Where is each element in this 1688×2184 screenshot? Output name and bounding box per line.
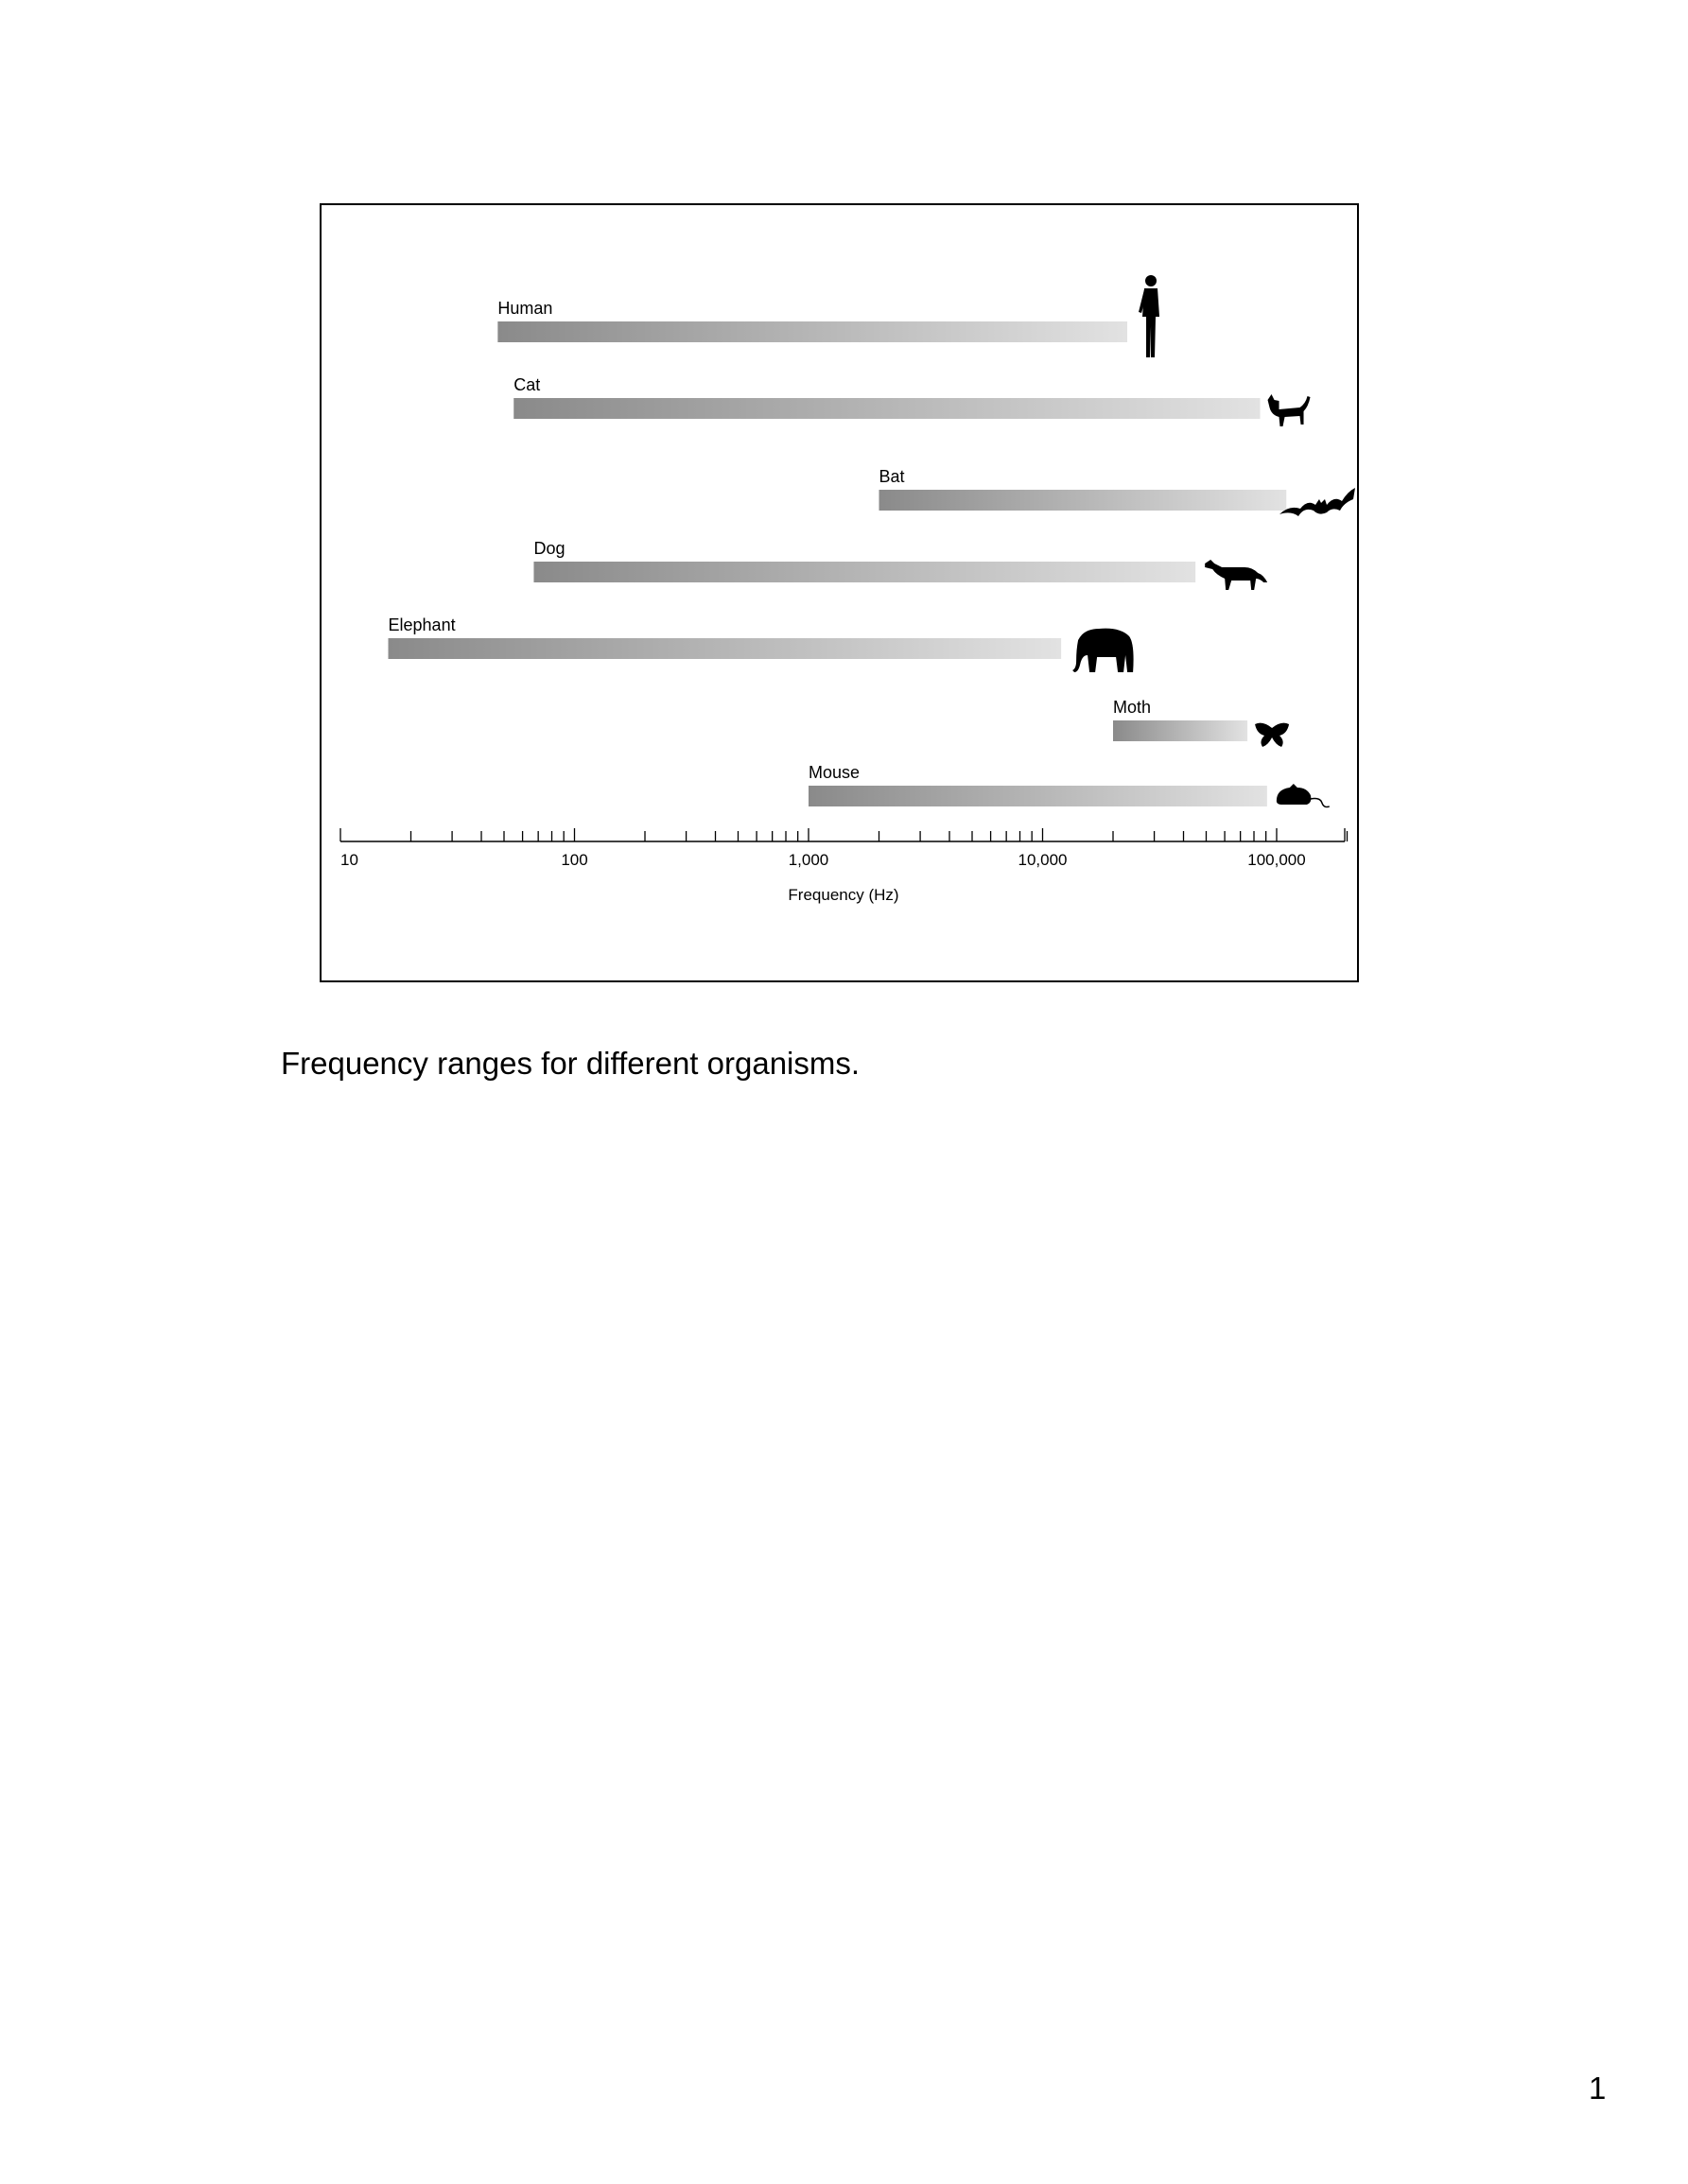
hearing-range-chart — [322, 205, 1357, 980]
figure-caption: Frequency ranges for different organisms. — [281, 1046, 861, 1081]
cat-icon — [1268, 394, 1311, 426]
x-tick-label: 100 — [561, 851, 588, 869]
dog-icon — [1205, 560, 1267, 590]
bar-label-human: Human — [497, 299, 553, 318]
bar-bat — [879, 490, 1287, 511]
bar-label-dog: Dog — [533, 539, 566, 558]
x-tick-label: 10 — [340, 851, 358, 869]
bar-label-mouse: Mouse — [809, 763, 861, 782]
mouse-icon — [1277, 784, 1330, 807]
bar-moth — [1113, 720, 1247, 741]
bar-elephant — [389, 638, 1062, 659]
x-tick-label: 10,000 — [1018, 851, 1068, 869]
bar-label-cat: Cat — [513, 375, 541, 394]
bars-layer — [389, 275, 1355, 807]
figure-frame — [320, 203, 1359, 982]
bar-dog — [533, 562, 1195, 582]
bar-label-elephant: Elephant — [388, 615, 456, 634]
x-tick-label: 100,000 — [1247, 851, 1306, 869]
human-icon — [1139, 275, 1159, 357]
bar-label-moth: Moth — [1113, 698, 1152, 717]
x-axis-title: Frequency (Hz) — [788, 886, 899, 904]
page-number: 1 — [1589, 2071, 1607, 2106]
x-tick-label: 1,000 — [788, 851, 829, 869]
bat-icon — [1279, 488, 1355, 516]
bar-cat — [513, 398, 1260, 419]
bar-mouse — [809, 786, 1267, 806]
x-axis — [340, 828, 1348, 869]
moth-icon — [1255, 723, 1289, 747]
elephant-icon — [1072, 629, 1134, 672]
bar-human — [497, 321, 1127, 342]
bar-label-bat: Bat — [879, 467, 905, 486]
